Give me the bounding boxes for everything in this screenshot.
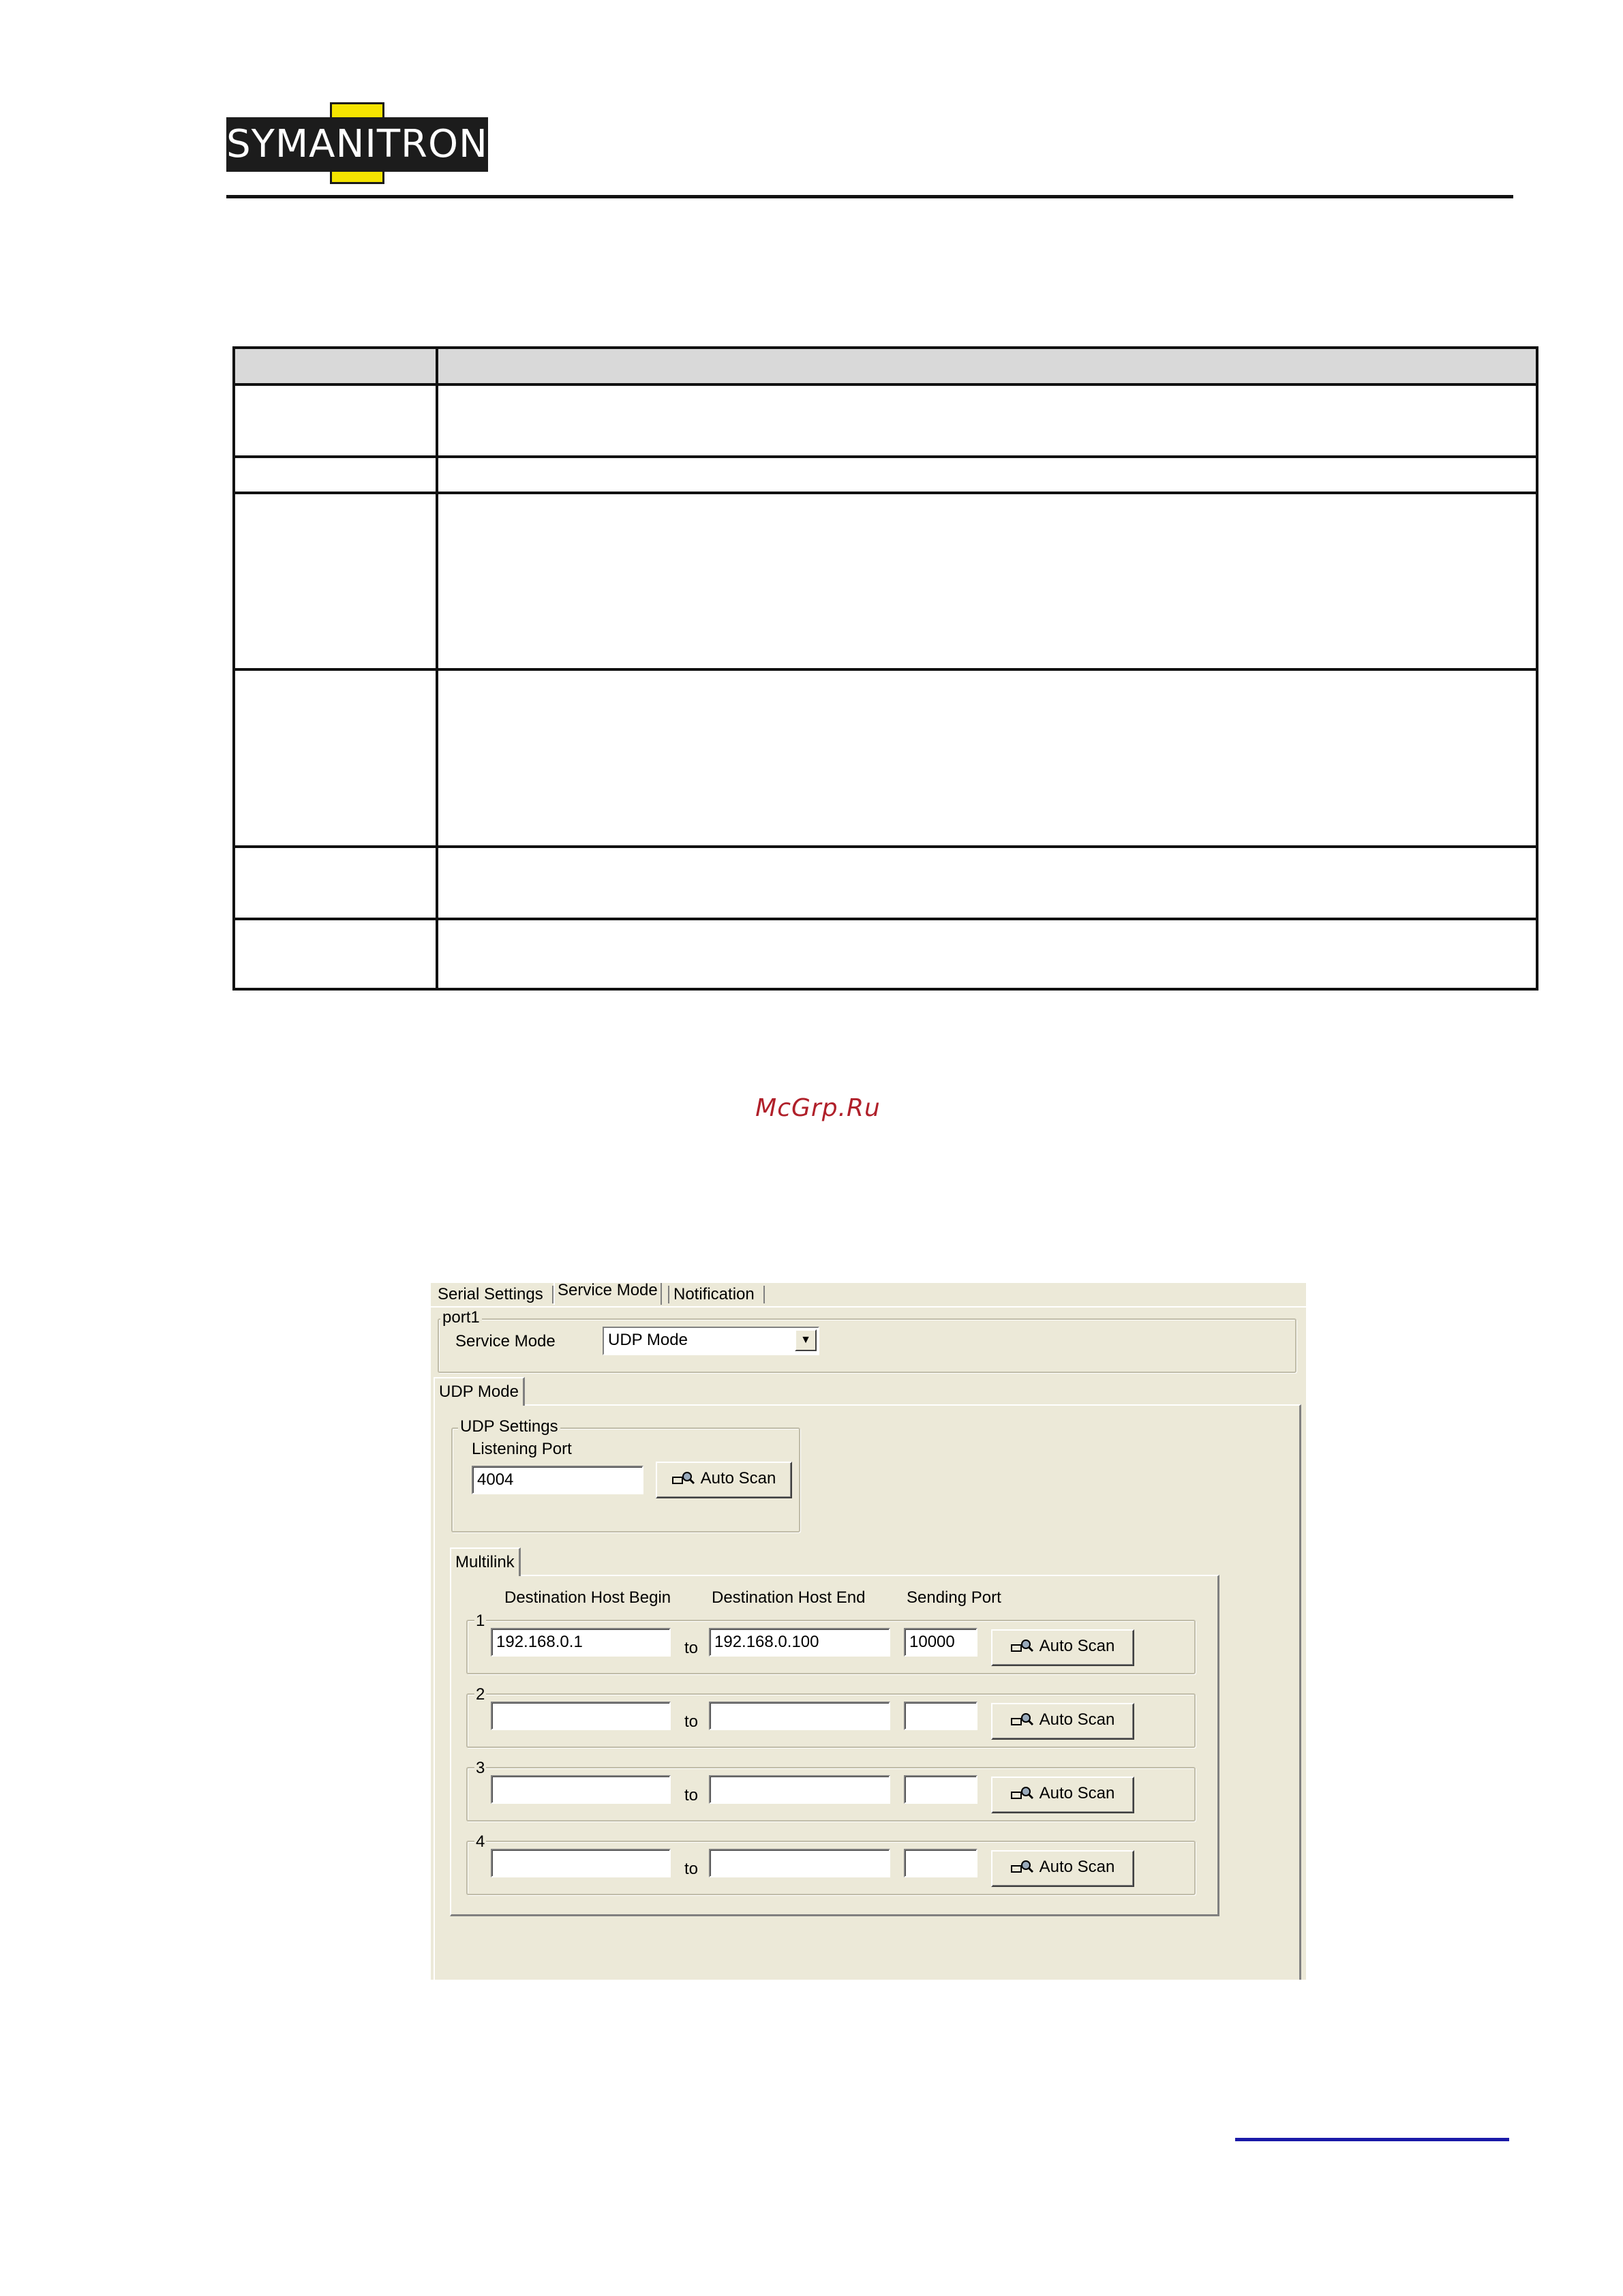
tab-udp-mode[interactable]: UDP Mode	[434, 1377, 525, 1406]
tab-separator	[763, 1286, 765, 1303]
table-header-row	[235, 349, 1536, 386]
scan-icon	[1011, 1786, 1034, 1800]
col-sending-port: Sending Port	[907, 1588, 1001, 1607]
top-tab-strip	[431, 1283, 1303, 1306]
scan-icon	[1011, 1860, 1034, 1873]
document-table	[232, 346, 1538, 991]
destination-begin-input[interactable]: 192.168.0.1	[491, 1628, 671, 1657]
auto-scan-label: Auto Scan	[1039, 1858, 1115, 1876]
logo-text: SYMANITRON	[226, 122, 488, 166]
destination-begin-input[interactable]	[491, 1849, 671, 1877]
destination-end-input[interactable]	[709, 1849, 890, 1877]
auto-scan-label: Auto Scan	[1039, 1710, 1115, 1729]
to-label: to	[684, 1639, 699, 1657]
scan-icon	[1011, 1712, 1034, 1726]
auto-scan-label: Auto Scan	[1039, 1637, 1115, 1655]
chevron-down-icon[interactable]: ▼	[795, 1329, 817, 1351]
listening-port-label: Listening Port	[472, 1440, 572, 1458]
footer-link-underline[interactable]	[1235, 2138, 1509, 2141]
scan-icon	[1011, 1639, 1034, 1652]
row-index: 2	[476, 1685, 485, 1704]
destination-begin-input[interactable]	[491, 1702, 671, 1730]
udp-settings-title: UDP Settings	[458, 1418, 560, 1436]
port-group-title: port1	[440, 1309, 482, 1327]
table-row-divider	[235, 918, 1536, 920]
listening-port-input[interactable]: 4004	[472, 1466, 643, 1494]
tab-serial-settings[interactable]: Serial Settings	[438, 1285, 543, 1303]
destination-end-input[interactable]	[709, 1775, 890, 1804]
row-index: 3	[476, 1759, 485, 1777]
tab-strip-edge	[431, 1306, 1306, 1308]
table-row-divider	[235, 845, 1536, 848]
sending-port-input[interactable]: 10000	[904, 1628, 977, 1657]
symanitron-logo	[226, 102, 488, 184]
table-row-divider	[235, 668, 1536, 671]
row-index: 4	[476, 1832, 485, 1851]
col-destination-host-begin: Destination Host Begin	[504, 1588, 671, 1607]
service-mode-dialog	[431, 1283, 1306, 1980]
destination-begin-input[interactable]	[491, 1775, 671, 1804]
port-group	[438, 1318, 1296, 1373]
auto-scan-label: Auto Scan	[1039, 1784, 1115, 1802]
col-destination-host-end: Destination Host End	[712, 1588, 866, 1607]
destination-end-input[interactable]: 192.168.0.100	[709, 1628, 890, 1657]
watermark-text: McGrp.Ru	[755, 1094, 881, 1122]
scan-icon	[672, 1471, 695, 1485]
tab-multilink[interactable]: Multilink	[450, 1547, 521, 1576]
sending-port-input[interactable]	[904, 1702, 977, 1730]
auto-scan-button[interactable]	[991, 1703, 1134, 1740]
service-mode-select[interactable]	[603, 1327, 819, 1355]
table-row-divider	[235, 492, 1536, 494]
row-index: 1	[476, 1612, 485, 1630]
tab-separator	[668, 1286, 669, 1303]
sending-port-input[interactable]	[904, 1849, 977, 1877]
service-mode-label: Service Mode	[455, 1332, 556, 1350]
tab-notification[interactable]: Notification	[673, 1285, 755, 1303]
to-label: to	[684, 1786, 699, 1804]
service-mode-value: UDP Mode	[608, 1331, 688, 1349]
to-label: to	[684, 1712, 699, 1731]
header-divider	[226, 195, 1513, 198]
auto-scan-button[interactable]	[991, 1777, 1134, 1813]
to-label: to	[684, 1860, 699, 1878]
destination-end-input[interactable]	[709, 1702, 890, 1730]
sending-port-input[interactable]	[904, 1775, 977, 1804]
auto-scan-button[interactable]	[991, 1850, 1134, 1887]
listening-auto-scan-button[interactable]	[656, 1462, 792, 1498]
tab-service-mode[interactable]: Service Mode	[553, 1283, 662, 1305]
auto-scan-button[interactable]	[991, 1629, 1134, 1666]
auto-scan-label: Auto Scan	[700, 1469, 776, 1487]
table-row-divider	[235, 455, 1536, 458]
